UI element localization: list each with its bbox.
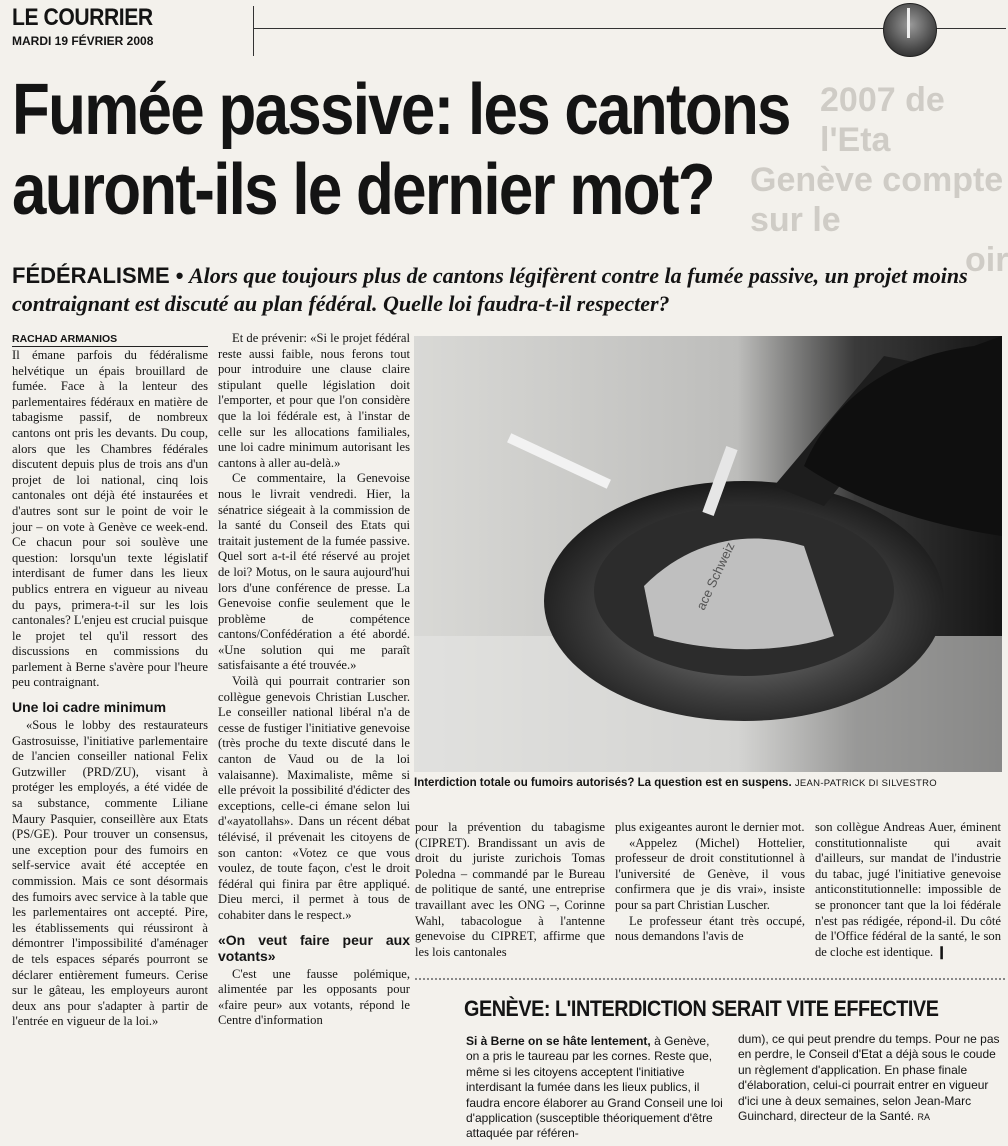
paragraph: Il émane parfois du fédéralisme helvétique un épais brouillard de fumée. Face à la lenteur des parlementaires fédéraux en matière de tabagisme passif, de nombreux cantons ont pris les devants. Du coup, alors que les Chambres fédérales discutent depuis plus de trois ans d'un projet de loi national, cinq lois cantonales ont déjà été instaurées et d'autres sont sur le point de voir le jour – on vote à Genève ce week-end. Ce chacun pour soi soulève une question: lorsqu'un texte législatif interdisant de fumer dans les lieux publics entrera en vigueur au niveau du pays, primera-t-il sur les lois cantonales? L'enjeu est crucial puisque le projet tel qu'il ressort des discussions en commissions du parlement à Berne s'avère pour l'heure peu contraignant. bbox=[12, 348, 208, 690]
masthead-title: LE COURRIER bbox=[12, 4, 153, 31]
jet-d-eau-icon bbox=[883, 3, 937, 57]
show-through-line: oir bbox=[965, 241, 1008, 279]
jet-d-eau-spray bbox=[907, 8, 910, 38]
article-photo bbox=[414, 336, 1002, 772]
box-paragraph bbox=[466, 1034, 724, 1142]
box-paragraph bbox=[738, 1032, 1000, 1125]
article-column-4 bbox=[615, 820, 805, 945]
headline bbox=[12, 70, 790, 230]
headline-line: Fumée passive: les cantons bbox=[12, 70, 790, 150]
show-through-text bbox=[750, 80, 1008, 279]
article-column-1 bbox=[12, 348, 208, 1030]
paragraph-text: son collègue Andreas Auer, éminent constitutionnaliste qui avait d'ailleurs, sur mandat de l'industrie du tabac, jugé l'initiative genevoise anticonstitutionnelle: impossible de se prononcer tant que la loi fédérale n'est pas rédigée, répond-il. Du côté de l'Office fédéral de la santé, le son de cloche est identique. bbox=[815, 820, 1001, 959]
caption-text: Interdiction totale ou fumoirs autorisés? La question est en suspens. bbox=[414, 777, 792, 789]
paragraph: C'est une fausse polémique, alimentée par les opposants pour «faire peur» aux votants, répond le Centre d'information bbox=[218, 966, 410, 1028]
masthead-divider bbox=[253, 6, 254, 56]
paragraph: pour la prévention du tabagisme (CIPRET). Brandissant un avis de droit du juriste zurichois Tomas Poledna – commandé par le Bureau de politique de santé, une entreprise travaillant avec les ONG –, Corinne Wahl, tabacologue à l'antenne genevoise du CIPRET, affirme que les lois cantonales bbox=[415, 820, 605, 959]
headline-line: auront-ils le dernier mot? bbox=[12, 150, 714, 230]
author-initials: RA bbox=[917, 1112, 930, 1123]
byline-rule bbox=[12, 346, 208, 347]
article-column-2 bbox=[218, 331, 410, 1029]
subheading: «On veut faire peur aux votants» bbox=[218, 931, 410, 964]
paragraph: Voilà qui pourrait contrarier son collègue genevois Christian Luscher. Le conseiller national libéral n'a de cesse de fustiger l'initiative genevoise (très proche du texte discuté dans le canton de Vaud ou de la loi valaisanne). Maximaliste, même si elle prévoit la possibilité d'édicter des exceptions, celle-ci émane selon lui d'«ayatollahs». Dans un récent débat télévisé, il prévenait les citoyens de son canton: «Votez ce que vous voulez, de toute façon, c'est le droit fédéral qui finira par être appliqué. Dieu merci, il permet à tous de cohabiter dans le respect.» bbox=[218, 674, 410, 922]
paragraph: Ce commentaire, la Genevoise nous le livrait vendredi. Hier, la sénatrice siégeait à la commission de la santé du Conseil des Etats qui traitait justement de la fumée passive. Quel sort a-t-il été réservé au projet de loi? Motus, on le saura aujourd'hui lors d'une conférence de presse. La Genevoise confie seulement que le problème de compétence cantons/Confédération a été abordé. «Une solution qui me paraît satisfaisante a été trouvée.» bbox=[218, 471, 410, 673]
show-through-line: 2007 de l'Eta bbox=[820, 81, 945, 159]
box-lead: Si à Berne on se hâte lentement, bbox=[466, 1034, 651, 1048]
paragraph: «Appelez (Michel) Hottelier, professeur de droit constitutionnel à l'université de Genève, il vous confirmera que je dis vrai», insiste pour sa part Christian Luscher. bbox=[615, 835, 805, 912]
paragraph bbox=[815, 820, 1001, 960]
article-column-3 bbox=[415, 820, 605, 960]
paragraph: Le professeur étant très occupé, nous demandons l'avis de bbox=[615, 913, 805, 944]
kicker-label: FÉDÉRALISME • bbox=[12, 263, 184, 288]
standfirst bbox=[12, 262, 1002, 318]
photo-credit: JEAN-PATRICK DI SILVESTRO bbox=[794, 778, 937, 789]
photo-caption bbox=[414, 777, 1002, 789]
masthead-date: MARDI 19 FÉVRIER 2008 bbox=[12, 34, 154, 48]
byline: RACHAD ARMANIOS bbox=[12, 333, 118, 345]
box-text: à Genève, on a pris le taureau par les cornes. Reste que, même si les citoyens acceptent l'initiative interdisant la fumée dans les lieux publics, il faudra encore élaborer au Grand Conseil une loi d'application (susceptible théoriquement d'être attaquée par référen- bbox=[466, 1034, 723, 1141]
show-through-line: Genève compte sur le bbox=[750, 161, 1004, 239]
box-text: dum), ce qui peut prendre du temps. Pour ne pas en perdre, le Conseil d'Etat a déjà sous le coude un règlement d'application. En phase finale d'élaboration, celui-ci pourrait entrer en vigueur d'ici une à deux semaines, selon Jean-Marc Guinchard, directeur de la Santé. bbox=[738, 1032, 1000, 1124]
deck-text: Alors que toujours plus de cantons légifèrent contre la fumée passive, un projet moins contraignant est discuté au plan fédéral. Quelle loi faudra-t-il respecter? bbox=[12, 263, 968, 316]
paragraph: plus exigeantes auront le dernier mot. bbox=[615, 820, 805, 834]
box-column-2 bbox=[738, 1032, 1000, 1125]
box-title: GENÈVE: L'INTERDICTION SERAIT VITE EFFECTIVE bbox=[464, 996, 939, 1021]
box-dotted-rule bbox=[415, 978, 1005, 980]
subheading: Une loi cadre minimum bbox=[12, 699, 167, 716]
box-column-1 bbox=[466, 1034, 724, 1142]
paragraph: «Sous le lobby des restaurateurs Gastrosuisse, l'initiative parlementaire de l'ancien conseiller national Felix Gutzwiller (PRD/ZU), visant à protéger les employés, a été vidée de sa substance, commente Liliane Maury Pasquier, conseillère aux Etats (PS/GE). Pour trouver un consensus, une exception pour des fumoirs en self-service avait été acceptée en commission. Mais ce sont désormais des fumoirs avec service à la table que les parlementaires ont accepté. Pire, les établissements qui réussiront à démontrer l'impossibilité d'aménager de tels espaces séparés pourront se déclarer entièrement fumeurs. Cerise sur le gâteau, les employeurs auront deux ans pour s'adapter à partir de l'entrée en vigueur de la loi.» bbox=[12, 718, 208, 1029]
end-of-article-mark: ❙ bbox=[936, 944, 947, 959]
ashtray-photo-illustration bbox=[414, 336, 1002, 772]
packet-text: ace Schweiz bbox=[693, 539, 738, 613]
paragraph: Et de prévenir: «Si le projet fédéral reste aussi faible, nous ferons tout pour introduire une clause claire stipulant quelle législation doit l'emporter, et pour que l'on considère que la loi fédérale est, à l'instar de celle sur les allocations familiales, une loi cadre minimum autorisant les cantons à aller au-delà.» bbox=[218, 331, 410, 470]
article-column-5 bbox=[815, 820, 1001, 960]
